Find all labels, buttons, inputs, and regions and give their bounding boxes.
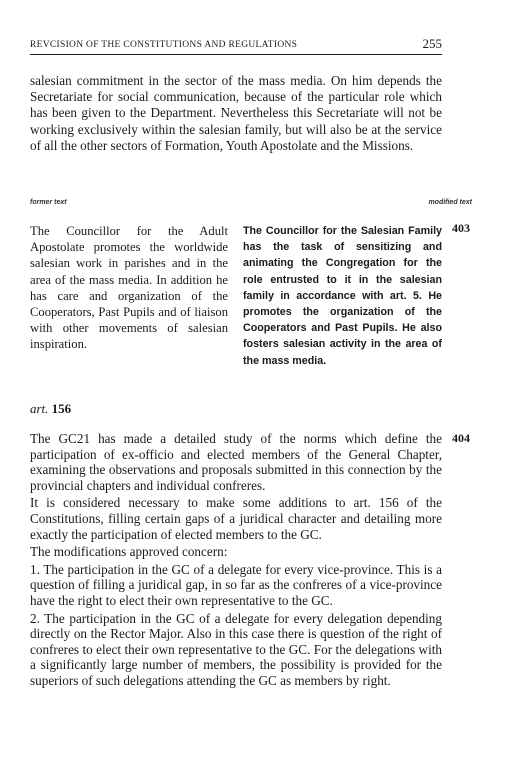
running-header (30, 38, 442, 55)
body-paragraph: 1. The participation in the GC of a delegate for every vice-province. This is a question of filling a juridical gap, in so far as the confreres of a vice-province have the right to elect their own representative to the GC. (30, 561, 442, 608)
article-word: art. (30, 401, 49, 416)
modified-text-label: modified text (428, 199, 472, 206)
page-number: 255 (422, 36, 442, 51)
intro-paragraph: salesian commitment in the sector of the mass media. On him depends the Secretariate for social communication, because of the particular role which has been given to the Department. Nevertheless this Secretariate will not be working exclusively within the salesian family, but will also be at the service of all the other sectors of Formation, Youth Apostolate and the Missions. (30, 73, 442, 153)
article-body (30, 431, 442, 691)
running-title: REVCISION OF THE CONSTITUTIONS AND REGULATIONS (30, 40, 298, 50)
article-heading (30, 401, 71, 417)
former-text-label: former text (30, 199, 67, 206)
body-paragraph: The GC21 has made a detailed study of the norms which define the participation of ex-officio and elected members of the General Chapter, examining the observations and proposals submitted in this connection by the provincial chapters and individual confreres. (30, 431, 442, 493)
margin-number-404: 404 (452, 431, 470, 445)
modified-text-column: The Councillor for the Salesian Family has the task of sensitizing and animating the Congregation for the role entrusted to it in the salesian family in accordance with art. 5. He promotes the organization of the Cooperators and Past Pupils. He also fosters salesian activity in the area of the mass media. (243, 225, 442, 367)
article-number: 156 (51, 401, 72, 416)
former-text-column: The Councillor for the Adult Apostolate promotes the worldwide salesian work in parishes and in the area of the mass media. In addition he has care and organization of the Cooperators, Past Pupils and of liaison with other movements of salesian inspiration. (30, 224, 228, 352)
margin-number-403: 403 (452, 221, 470, 235)
body-paragraph: It is considered necessary to make some additions to art. 156 of the Constitutions, filling certain gaps of a juridical character and detailing more exactly the participation of elected members to the GC. (30, 495, 442, 542)
body-paragraph: The modifications approved concern: (30, 544, 228, 560)
body-paragraph: 2. The participation in the GC of a delegate for every delegation depending directly on the Rector Major. Also in this case there is question of the right of confreres to elect their own representative to the GC. For the delegations with a significantly large number of members, the possibility is provided for the superiors of such delegations attending the GC as members by right. (30, 610, 442, 688)
